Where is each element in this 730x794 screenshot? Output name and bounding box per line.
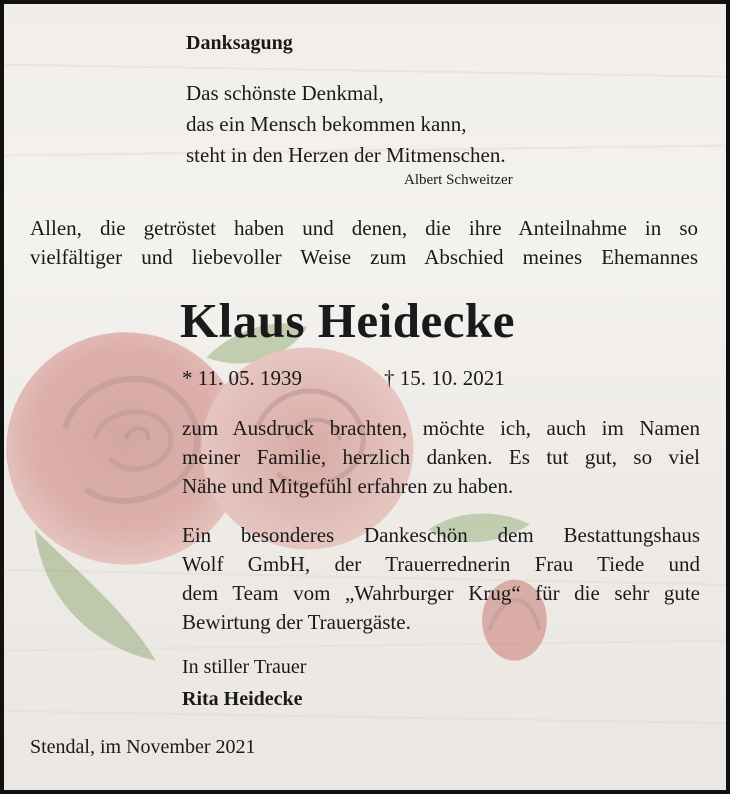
paragraph-line: Bewirtung der Trauergäste. xyxy=(182,610,411,634)
paragraph-line: meiner Familie, herzlich danken. Es tut gut, so viel xyxy=(182,445,700,469)
closing-phrase: In stiller Trauer xyxy=(182,656,307,678)
paragraph-line: dem Team vom „Wahrburger Krug“ für die sehr gute xyxy=(182,581,700,605)
intro-line: Allen, die getröstet haben und denen, die ihre Anteilnahme in so xyxy=(30,216,698,240)
paragraph-line: Nähe und Mitgefühl erfahren zu haben. xyxy=(182,474,514,498)
intro-line: vielfältiger und liebevoller Weise zum Abschied meines Ehemannes xyxy=(30,245,698,269)
paragraph-line: Wolf GmbH, der Trauerrednerin Frau Tiede und xyxy=(182,552,700,576)
special-thanks-paragraph xyxy=(182,521,700,637)
intro-text xyxy=(30,214,698,272)
birth-date: * 11. 05. 1939 xyxy=(182,366,302,390)
quote-line: Das schönste Denkmal, xyxy=(186,81,384,105)
signature: Rita Heidecke xyxy=(182,688,303,710)
thanks-paragraph xyxy=(182,414,700,501)
quote-line: steht in den Herzen der Mitmenschen. xyxy=(186,143,506,167)
place-date: Stendal, im November 2021 xyxy=(30,736,256,758)
paragraph-line: zum Ausdruck brachten, möchte ich, auch im Namen xyxy=(182,416,700,440)
quote-author: Albert Schweitzer xyxy=(404,172,513,188)
death-date: † 15. 10. 2021 xyxy=(384,366,505,390)
quote-line: das ein Mensch bekommen kann, xyxy=(186,112,467,136)
deceased-name: Klaus Heidecke xyxy=(180,293,516,348)
notice-heading: Danksagung xyxy=(186,32,293,54)
paragraph-line: Ein besonderes Dankeschön dem Bestattungshaus xyxy=(182,523,700,547)
